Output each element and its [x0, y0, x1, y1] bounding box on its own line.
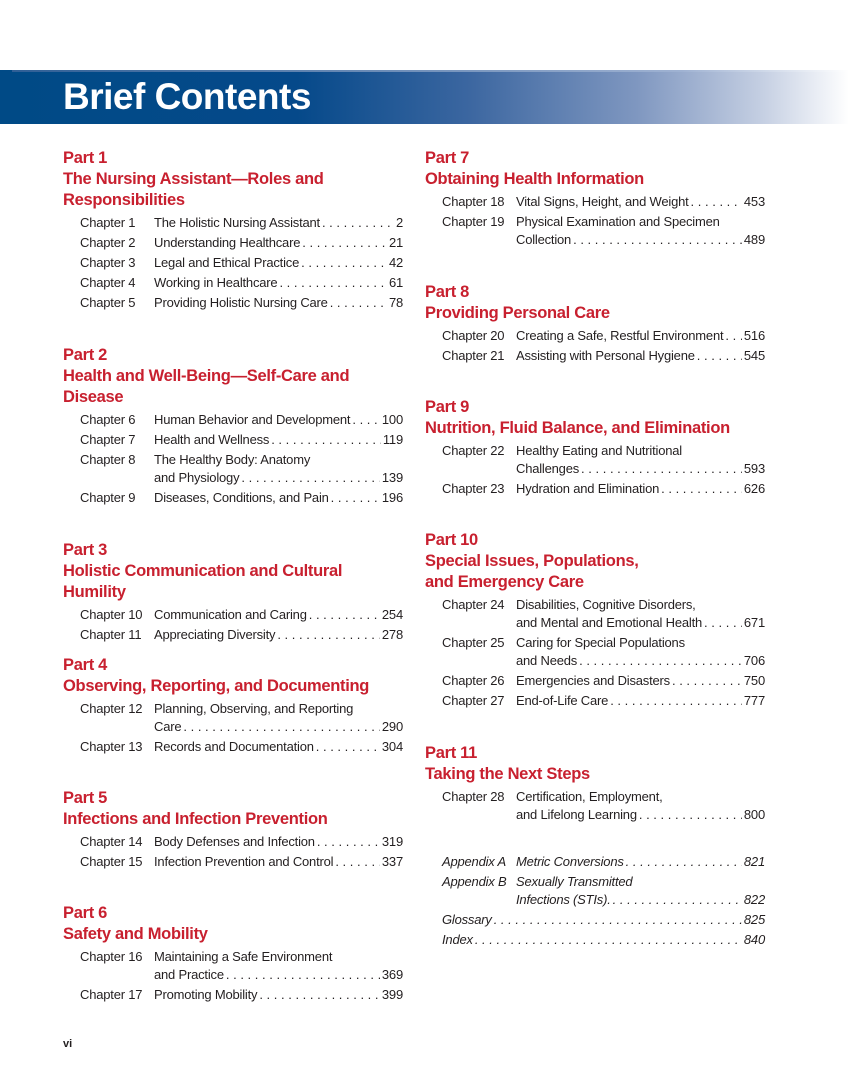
toc-entry[interactable]	[63, 738, 403, 756]
entry-label: Chapter 27	[442, 693, 505, 708]
entry-title-lines	[516, 442, 765, 478]
dot-leader	[183, 718, 380, 736]
toc-entry[interactable]	[425, 193, 765, 211]
dot-leader	[331, 489, 380, 507]
part-number: Part 6	[63, 904, 108, 922]
dot-leader	[613, 891, 742, 909]
entry-title-line	[516, 596, 765, 614]
entry-page: 593	[743, 461, 765, 476]
entry-title-lines	[154, 294, 403, 312]
dot-leader	[226, 966, 380, 984]
entry-page: 100	[381, 412, 403, 427]
dot-leader	[352, 411, 380, 429]
part-section	[63, 903, 403, 1004]
toc-entry[interactable]	[63, 274, 403, 292]
toc-entry[interactable]	[63, 451, 403, 487]
banner-rule	[12, 70, 849, 72]
toc-entry[interactable]	[63, 234, 403, 252]
part-title: Infections and Infection Prevention	[63, 810, 328, 828]
entry-label: Chapter 13	[80, 739, 143, 754]
entry-page: 825	[743, 912, 765, 927]
entry-label: Chapter 9	[80, 490, 136, 505]
dot-leader	[725, 327, 741, 345]
part-title: Taking the Next Steps	[425, 765, 590, 783]
entry-label: Chapter 3	[80, 255, 136, 270]
dot-leader	[579, 652, 742, 670]
entry-label: Chapter 28	[442, 789, 505, 804]
part-spacer	[63, 945, 403, 946]
entry-title-line	[154, 718, 403, 736]
dot-leader	[322, 214, 394, 232]
dot-leader	[494, 911, 742, 929]
toc-entry[interactable]	[63, 626, 403, 644]
entry-page: 290	[381, 719, 403, 734]
entry-title-line	[516, 853, 765, 871]
entry-title: Health and Wellness	[154, 432, 270, 447]
entry-title: and Physiology	[154, 470, 240, 485]
toc-entry[interactable]	[425, 788, 765, 824]
entry-title: Sexually Transmitted	[516, 874, 633, 889]
part-title: Holistic Communication and Cultural Humility	[63, 562, 343, 601]
entry-page: 821	[743, 854, 765, 869]
entry-page: 78	[388, 295, 403, 310]
entry-label: Chapter 10	[80, 607, 143, 622]
part-number: Part 5	[63, 789, 108, 807]
entry-title-lines	[516, 692, 765, 710]
entry-title: Disabilities, Cognitive Disorders,	[516, 597, 696, 612]
toc-entry[interactable]	[425, 911, 765, 929]
toc-entry[interactable]	[63, 833, 403, 851]
part-spacer	[425, 324, 765, 325]
entry-title-lines	[154, 626, 403, 644]
entry-label: Chapter 8	[80, 452, 136, 467]
page-title: Brief Contents	[63, 76, 311, 117]
entry-title-lines	[516, 347, 765, 365]
part-title: Nutrition, Fluid Balance, and Elimination	[425, 419, 730, 437]
dot-leader	[259, 986, 380, 1004]
entry-title: Vital Signs, Height, and Weight	[516, 194, 689, 209]
part-section	[63, 540, 403, 644]
entry-title-lines	[516, 788, 765, 824]
entry-page: 369	[381, 967, 403, 982]
entry-title-line	[154, 411, 403, 429]
entry-title: Metric Conversions	[516, 854, 624, 869]
entry-page: 516	[743, 328, 765, 343]
dot-leader	[316, 738, 380, 756]
entry-title: End-of-Life Care	[516, 693, 609, 708]
part-spacer	[63, 697, 403, 698]
dot-leader	[573, 231, 742, 249]
toc-entry[interactable]	[425, 672, 765, 690]
entry-title-line	[154, 214, 403, 232]
toc-entry[interactable]	[63, 606, 403, 624]
entry-title-line	[516, 614, 765, 632]
entry-label: Chapter 17	[80, 987, 143, 1002]
entry-title: Promoting Mobility	[154, 987, 258, 1002]
entry-page: 399	[381, 987, 403, 1002]
entry-title-lines	[516, 634, 765, 670]
part-title: Observing, Reporting, and Documenting	[63, 677, 370, 695]
entry-title-lines	[154, 948, 403, 984]
toc-entry[interactable]	[63, 431, 403, 449]
entry-title-line	[516, 634, 765, 652]
entry-page: 489	[743, 232, 765, 247]
entry-label: Chapter 21	[442, 348, 505, 363]
entry-title-line	[442, 931, 765, 949]
entry-title: and Needs	[516, 653, 578, 668]
backmatter	[425, 851, 765, 949]
part-spacer	[63, 603, 403, 604]
toc-entry[interactable]	[63, 700, 403, 736]
dot-leader	[309, 606, 380, 624]
entry-title-line	[154, 738, 403, 756]
entry-label: Chapter 5	[80, 295, 136, 310]
entry-title: Certification, Employment,	[516, 789, 663, 804]
part-section	[425, 743, 765, 824]
entry-title-line	[154, 234, 403, 252]
entry-title: Index	[442, 932, 473, 947]
entry-page: 750	[743, 673, 765, 688]
header-banner	[0, 70, 849, 124]
dot-leader	[639, 806, 742, 824]
toc-entry[interactable]	[425, 347, 765, 365]
part-title: Responsibilities	[63, 191, 185, 209]
toc-entry[interactable]	[425, 480, 765, 498]
entry-title: Legal and Ethical Practice	[154, 255, 300, 270]
entry-title-lines	[442, 911, 765, 929]
entry-title: The Holistic Nursing Assistant	[154, 215, 320, 230]
entry-label: Chapter 12	[80, 701, 143, 716]
entry-title-lines	[516, 193, 765, 211]
entry-title-lines	[154, 606, 403, 624]
entry-title-line	[154, 986, 403, 1004]
entry-title-line	[154, 431, 403, 449]
entry-label: Chapter 7	[80, 432, 136, 447]
entry-label: Chapter 22	[442, 443, 505, 458]
entry-title-lines	[516, 213, 765, 249]
entry-title-line	[154, 451, 403, 469]
part-number: Part 7	[425, 149, 470, 167]
entry-title-line	[516, 231, 765, 249]
entry-title-line	[516, 788, 765, 806]
entry-page: 278	[381, 627, 403, 642]
dot-leader	[317, 833, 380, 851]
entry-title: Working in Healthcare	[154, 275, 278, 290]
entry-title-line	[516, 347, 765, 365]
entry-title-line	[516, 213, 765, 231]
entry-title: Glossary	[442, 912, 492, 927]
entry-title-line	[154, 606, 403, 624]
entry-title: Challenges	[516, 461, 580, 476]
entry-title: Physical Examination and Specimen	[516, 214, 720, 229]
entry-page: 545	[743, 348, 765, 363]
entry-title-lines	[154, 853, 403, 871]
entry-title-line	[442, 911, 765, 929]
entry-page: 319	[381, 834, 403, 849]
entry-label: Chapter 25	[442, 635, 505, 650]
entry-title-line	[154, 966, 403, 984]
part-spacer	[425, 439, 765, 440]
entry-title: Diseases, Conditions, and Pain	[154, 490, 329, 505]
part-section	[63, 655, 403, 756]
toc-entry[interactable]	[63, 214, 403, 232]
dot-leader	[581, 460, 742, 478]
entry-title-line	[154, 700, 403, 718]
entry-title-line	[516, 480, 765, 498]
entry-title-line	[516, 692, 765, 710]
entry-title: and Mental and Emotional Health	[516, 615, 703, 630]
entry-title-line	[516, 806, 765, 824]
entry-page: 626	[743, 481, 765, 496]
entry-label: Chapter 26	[442, 673, 505, 688]
entry-title: and Practice	[154, 967, 224, 982]
entry-label: Appendix A	[442, 854, 507, 869]
dot-leader	[626, 853, 742, 871]
entry-page: 139	[381, 470, 403, 485]
part-section	[63, 345, 403, 507]
part-title: The Nursing Assistant—Roles and	[63, 170, 324, 188]
entry-title-lines	[516, 873, 765, 909]
entry-title: Caring for Special Populations	[516, 635, 685, 650]
toc-entry[interactable]	[63, 986, 403, 1004]
entry-page: 42	[388, 255, 403, 270]
entry-label: Chapter 1	[80, 215, 136, 230]
entry-title: Communication and Caring	[154, 607, 307, 622]
entry-page: 800	[743, 807, 765, 822]
entry-page: 2	[395, 215, 403, 230]
part-title: Providing Personal Care	[425, 304, 610, 322]
entry-title-lines	[154, 738, 403, 756]
dot-leader	[697, 347, 742, 365]
entry-title-lines	[154, 833, 403, 851]
entry-page: 706	[743, 653, 765, 668]
part-section	[425, 397, 765, 498]
entry-label: Chapter 6	[80, 412, 136, 427]
entry-title-line	[516, 672, 765, 690]
entry-title-line	[516, 327, 765, 345]
entry-title-line	[516, 873, 765, 891]
entry-title: The Healthy Body: Anatomy	[154, 452, 311, 467]
entry-title: Appreciating Diversity	[154, 627, 276, 642]
dot-leader	[241, 469, 380, 487]
entry-title: Body Defenses and Infection	[154, 834, 315, 849]
entry-label: Chapter 18	[442, 194, 505, 209]
entry-page: 777	[743, 693, 765, 708]
part-title: Health and Well-Being—Self-Care and	[63, 367, 350, 385]
entry-title-lines	[154, 431, 403, 449]
entry-label: Chapter 24	[442, 597, 505, 612]
entry-page: 671	[743, 615, 765, 630]
entry-label: Chapter 20	[442, 328, 505, 343]
entry-title-lines	[154, 700, 403, 736]
entry-title-line	[516, 193, 765, 211]
entry-title-lines	[154, 451, 403, 487]
part-title: and Emergency Care	[425, 573, 584, 591]
toc-entry[interactable]	[63, 853, 403, 871]
entry-page: 840	[743, 932, 765, 947]
toc-entry[interactable]	[425, 931, 765, 949]
dot-leader	[271, 431, 381, 449]
entry-title: Emergencies and Disasters	[516, 673, 670, 688]
part-number: Part 1	[63, 149, 108, 167]
entry-page: 304	[381, 739, 403, 754]
entry-title-line	[154, 469, 403, 487]
entry-title-lines	[516, 853, 765, 871]
entry-title: Planning, Observing, and Reporting	[154, 701, 354, 716]
entry-title: Providing Holistic Nursing Care	[154, 295, 328, 310]
part-spacer	[63, 830, 403, 831]
part-title: Disease	[63, 388, 124, 406]
part-spacer	[425, 785, 765, 786]
entry-title: Collection	[516, 232, 572, 247]
entry-page: 61	[388, 275, 403, 290]
toc-entry[interactable]	[425, 213, 765, 249]
entry-title-line	[154, 254, 403, 272]
dot-leader	[661, 480, 742, 498]
dot-leader	[277, 626, 380, 644]
entry-title-line	[516, 460, 765, 478]
dot-leader	[301, 254, 387, 272]
entry-title-lines	[154, 234, 403, 252]
entry-page: 337	[381, 854, 403, 869]
toc-entry[interactable]	[425, 692, 765, 710]
part-title: Special Issues, Populations,	[425, 552, 639, 570]
dot-leader	[279, 274, 386, 292]
entry-title: Hydration and Elimination	[516, 481, 660, 496]
entry-label: Chapter 15	[80, 854, 143, 869]
part-number: Part 3	[63, 541, 108, 559]
toc-entry[interactable]	[63, 254, 403, 272]
dot-leader	[475, 931, 742, 949]
toc-entry[interactable]	[425, 634, 765, 670]
entry-title: and Lifelong Learning	[516, 807, 637, 822]
entry-title-line	[516, 652, 765, 670]
part-number: Part 11	[425, 744, 478, 762]
part-number: Part 8	[425, 283, 470, 301]
part-number: Part 4	[63, 656, 108, 674]
entry-title-lines	[154, 411, 403, 429]
entry-title-line	[516, 891, 765, 909]
part-spacer	[63, 408, 403, 409]
entry-title-lines	[154, 489, 403, 507]
entry-title: Creating a Safe, Restful Environment	[516, 328, 724, 343]
entry-title: Infections (STIs).	[516, 892, 611, 907]
dot-leader	[302, 234, 387, 252]
part-number: Part 10	[425, 531, 478, 549]
entry-title: Care	[154, 719, 182, 734]
entry-page: 822	[743, 892, 765, 907]
entry-label: Appendix B	[442, 874, 507, 889]
entry-label: Chapter 14	[80, 834, 143, 849]
part-section	[425, 530, 765, 710]
part-spacer	[425, 190, 765, 191]
entry-title-line	[154, 294, 403, 312]
entry-title-lines	[154, 274, 403, 292]
part-section	[425, 148, 765, 249]
part-section	[63, 148, 403, 312]
entry-title: Assisting with Personal Hygiene	[516, 348, 695, 363]
entry-title-line	[516, 442, 765, 460]
dot-leader	[691, 193, 742, 211]
toc-entry[interactable]	[63, 948, 403, 984]
toc-entry[interactable]	[425, 873, 765, 909]
entry-title-line	[154, 833, 403, 851]
entry-title-lines	[442, 931, 765, 949]
dot-leader	[610, 692, 742, 710]
toc-entry[interactable]	[425, 596, 765, 632]
entry-title-line	[154, 948, 403, 966]
part-spacer	[425, 593, 765, 594]
entry-label: Chapter 16	[80, 949, 143, 964]
toc-entry[interactable]	[425, 442, 765, 478]
entry-title-lines	[154, 214, 403, 232]
entry-page: 21	[388, 235, 403, 250]
toc-entry[interactable]	[63, 411, 403, 429]
entry-label: Chapter 19	[442, 214, 505, 229]
entry-title: Healthy Eating and Nutritional	[516, 443, 682, 458]
entry-title-lines	[516, 596, 765, 632]
page-number: vi	[63, 1038, 73, 1050]
entry-title-lines	[154, 254, 403, 272]
entry-title-line	[154, 626, 403, 644]
entry-label: Chapter 2	[80, 235, 136, 250]
entry-title: Records and Documentation	[154, 739, 314, 754]
entry-page: 119	[382, 432, 403, 447]
entry-label: Chapter 11	[80, 627, 142, 642]
entry-page: 254	[381, 607, 403, 622]
entry-title-lines	[516, 480, 765, 498]
entry-title: Maintaining a Safe Environment	[154, 949, 333, 964]
entry-title-lines	[154, 986, 403, 1004]
entry-title: Human Behavior and Development	[154, 412, 351, 427]
entry-page: 196	[381, 490, 403, 505]
dot-leader	[704, 614, 742, 632]
entry-title-line	[154, 274, 403, 292]
entry-page: 453	[743, 194, 765, 209]
entry-label: Chapter 4	[80, 275, 136, 290]
part-spacer	[63, 211, 403, 212]
dot-leader	[672, 672, 742, 690]
part-number: Part 2	[63, 346, 108, 364]
toc-entry[interactable]	[63, 294, 403, 312]
entry-title-line	[154, 853, 403, 871]
entry-title: Infection Prevention and Control	[154, 854, 334, 869]
part-section	[425, 282, 765, 365]
entry-title-lines	[516, 672, 765, 690]
part-title: Safety and Mobility	[63, 925, 208, 943]
toc-entry[interactable]	[425, 327, 765, 345]
toc-entry[interactable]	[425, 853, 765, 871]
entry-title-line	[154, 489, 403, 507]
entry-title-lines	[516, 327, 765, 345]
toc-entry[interactable]	[63, 489, 403, 507]
part-number: Part 9	[425, 398, 470, 416]
dot-leader	[330, 294, 387, 312]
dot-leader	[335, 853, 380, 871]
part-title: Obtaining Health Information	[425, 170, 644, 188]
part-section	[63, 788, 403, 871]
entry-title: Understanding Healthcare	[154, 235, 301, 250]
entry-label: Chapter 23	[442, 481, 505, 496]
